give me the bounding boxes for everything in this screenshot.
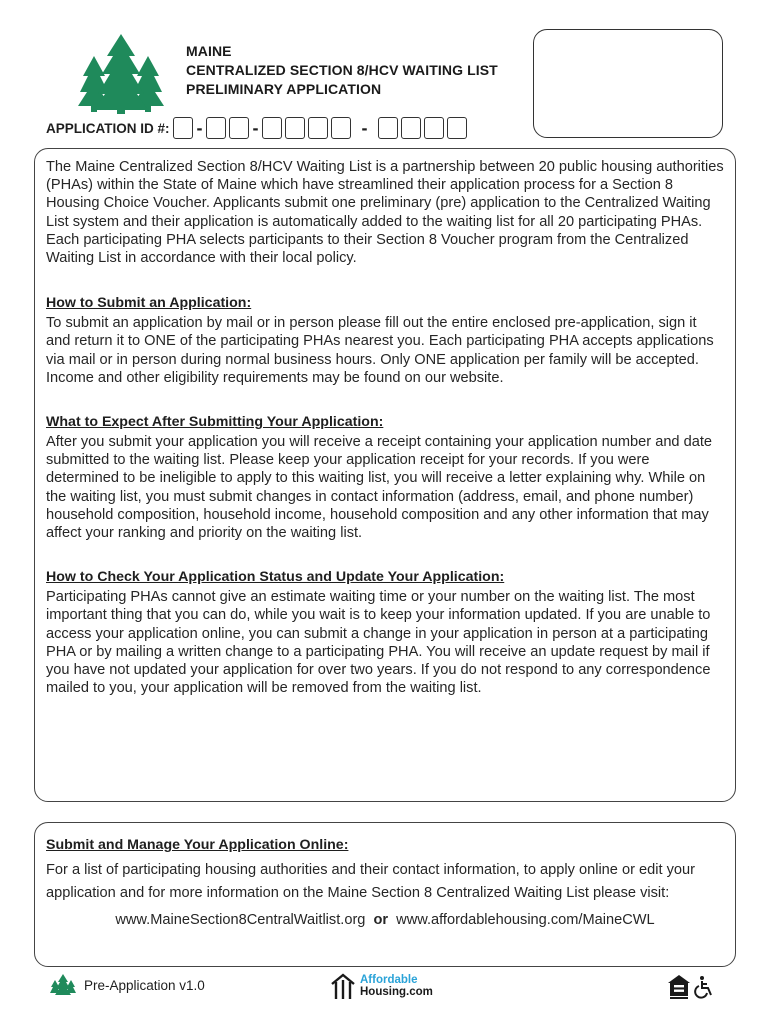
app-id-digit-box[interactable] — [229, 117, 249, 139]
app-id-digit-box[interactable] — [447, 117, 467, 139]
footer-version: Pre-Application v1.0 — [84, 977, 205, 993]
app-id-separator: - — [361, 117, 368, 138]
online-panel — [34, 822, 736, 967]
website-links — [46, 909, 724, 931]
footer-version-block — [50, 974, 205, 996]
section-heading-submit: How to Submit an Application: — [46, 295, 252, 312]
house-outline-icon — [330, 972, 356, 1000]
app-id-digit-box[interactable] — [424, 117, 444, 139]
office-use-box — [533, 29, 723, 138]
online-text: For a list of participating housing authorities and their contact information, to apply online or edit your application and for more information on the Maine Section 8 Centralized Waiting List please visit: — [46, 862, 695, 901]
links-or: or — [373, 912, 389, 928]
title-line-3: PRELIMINARY APPLICATION — [186, 81, 382, 97]
section-heading-expect: What to Expect After Submitting Your Application: — [46, 414, 384, 431]
section-heading-status: How to Check Your Application Status and Update Your Application: — [46, 569, 505, 586]
information-panel — [34, 148, 736, 802]
website-link-cwl[interactable]: www.MaineSection8CentralWaitlist.org — [115, 912, 366, 928]
accessibility-icon — [694, 975, 714, 999]
equal-housing-opportunity-icon — [668, 974, 690, 1000]
app-id-digit-box[interactable] — [285, 117, 305, 139]
app-id-separator: - — [196, 117, 203, 138]
app-id-digit-box[interactable] — [401, 117, 421, 139]
title-line-1: MAINE — [186, 43, 232, 59]
pine-trees-logo-icon — [78, 34, 164, 114]
brand-affordable: Affordable — [360, 974, 418, 986]
app-id-digit-box[interactable] — [206, 117, 226, 139]
app-id-separator: - — [252, 117, 259, 138]
section-text-submit: To submit an application by mail or in person please fill out the entire enclosed pre-application, sign it and return it to ONE of the participating PHAs nearest you. Each participating PHA accepts applications via mail or in person during normal business hours. Only ONE application per family will be accepted. Income and other eligibility requirements may be found on our website. — [46, 315, 714, 386]
section-text-expect: After you submit your application you will receive a receipt containing your application number and date submitted to the waiting list. Please keep your application receipt for your records. If you were determined to be ineligible to apply to this waiting list, you will receive a letter explaining why. While on the waiting list, you must submit changes in contact information (address, email, and phone number) household composition, household income, household composition and any other information that may affect your ranking and priority on the waiting list. — [46, 434, 713, 542]
app-id-digit-box[interactable] — [331, 117, 351, 139]
document-title — [186, 42, 498, 99]
app-id-digit-box[interactable] — [378, 117, 398, 139]
website-link-affordablehousing[interactable]: www.affordablehousing.com/MaineCWL — [396, 912, 655, 928]
brand-housing: Housing.com — [360, 986, 433, 998]
application-id-label: APPLICATION ID #: — [46, 120, 170, 136]
pine-trees-small-icon — [50, 974, 76, 996]
section-text-status: Participating PHAs cannot give an estimate waiting time or your number on the waiting list. The most important thing that you can do, while you wait is to keep your information updated. If you are unable to access your application online, you can submit a change in your application in person at a participating PHA or by mailing a written change to a participating PHA. You will receive an update request by mail if you have not updated your application for over two years. If you do not respond to any correspondence mailed to you, your application will be removed from the waiting list. — [46, 589, 711, 697]
application-id-row — [46, 116, 470, 140]
app-id-digit-box[interactable] — [308, 117, 328, 139]
online-heading: Submit and Manage Your Application Online: — [46, 837, 349, 853]
affordable-housing-logo — [330, 972, 433, 1000]
compliance-logos — [668, 974, 714, 1000]
title-line-2: CENTRALIZED SECTION 8/HCV WAITING LIST — [186, 62, 498, 78]
app-id-digit-box[interactable] — [173, 117, 193, 139]
app-id-digit-box[interactable] — [262, 117, 282, 139]
intro-paragraph: The Maine Centralized Section 8/HCV Waiting List is a partnership between 20 public housing authorities (PHAs) within the State of Maine which have streamlined their application process for a Section 8 Housing Choice Voucher. Applicants submit one preliminary (pre) application to the Centralized Waiting List system and their application is automatically added to the waiting list for all 20 participating PHAs. Each participating PHA selects participants to their Section 8 Voucher program from the Centralized Waiting List in accordance with their local policy. — [46, 159, 724, 267]
